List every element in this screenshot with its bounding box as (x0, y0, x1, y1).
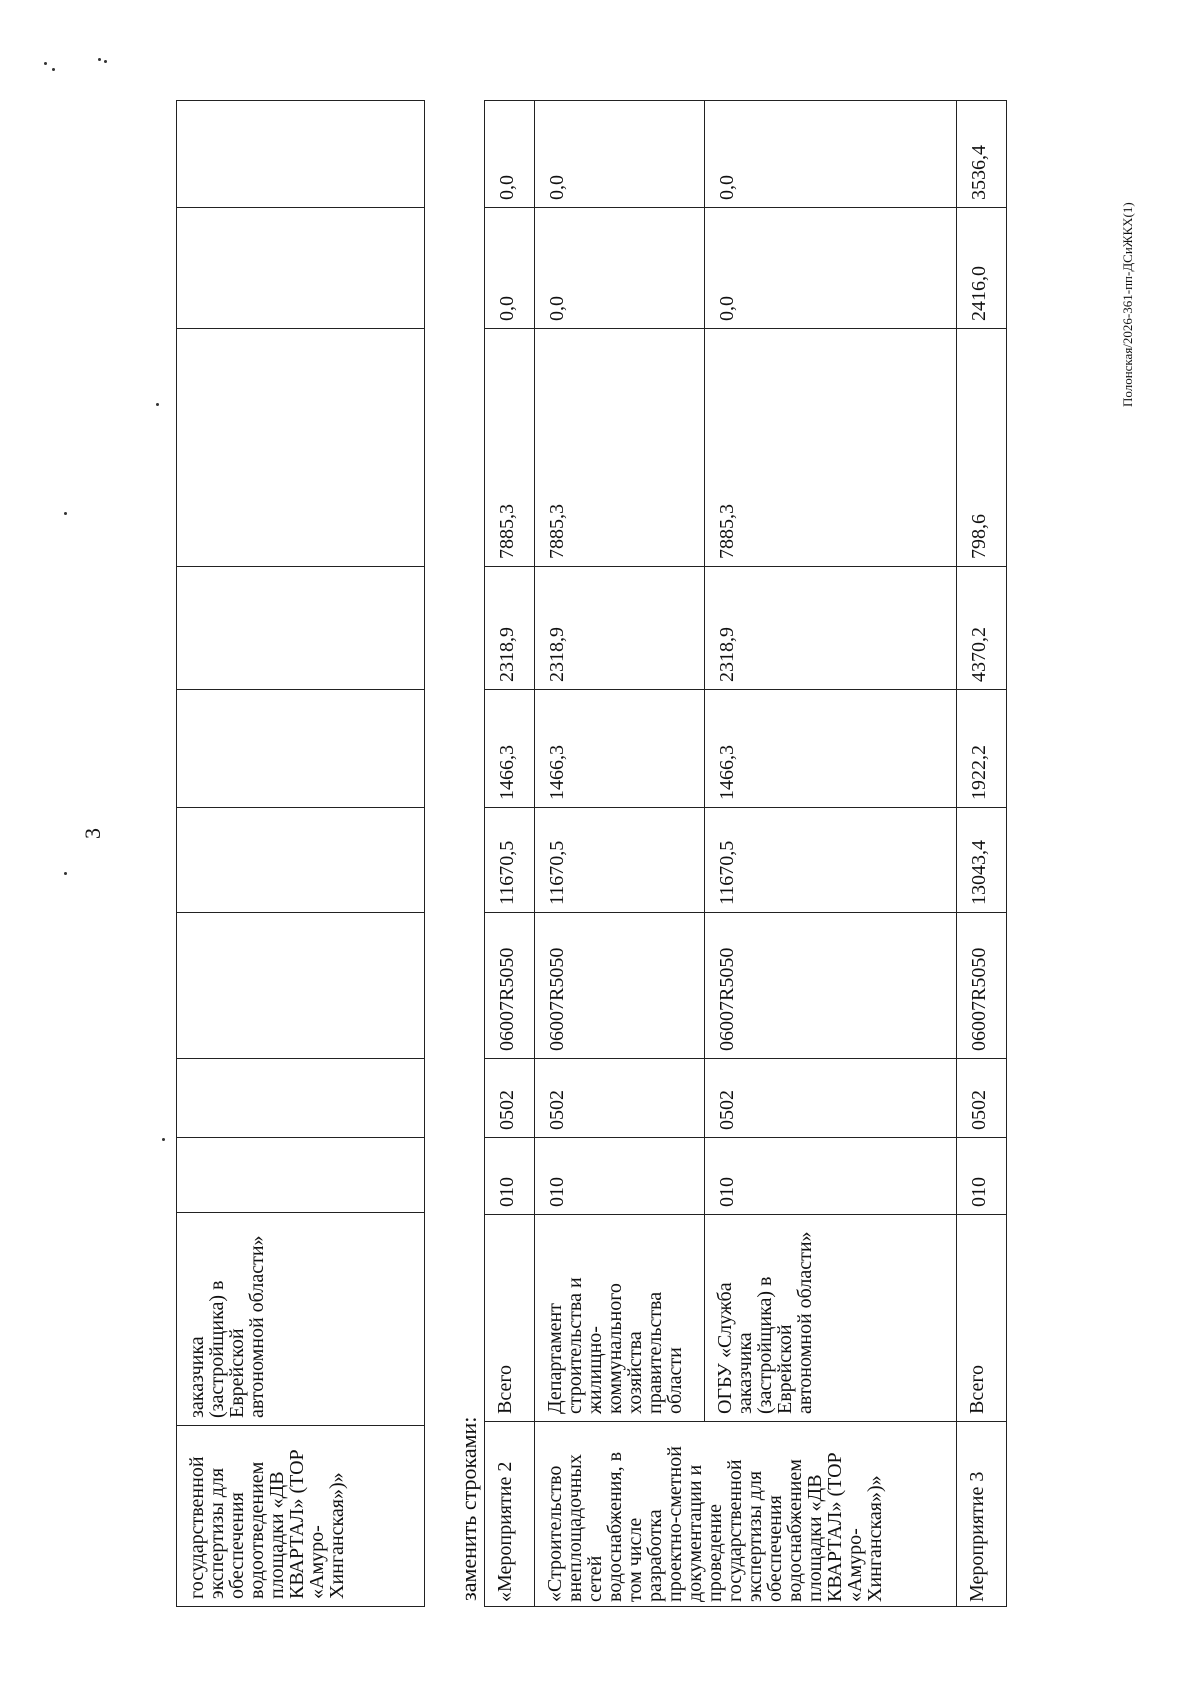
cell-value-1: 11670,5 (535, 808, 705, 913)
cell-name: «Мероприятие 2 (485, 1422, 535, 1607)
page-number: 3 (80, 828, 105, 839)
cell-rzpr: 0502 (705, 1059, 957, 1138)
table-row (485, 101, 535, 1607)
cell-value-6: 0,0 (485, 101, 535, 208)
cell-grbs: 010 (957, 1138, 1007, 1215)
cell-value-1: 11670,5 (705, 808, 957, 913)
cell-empty (177, 1138, 425, 1213)
cell-value-3: 2318,9 (705, 567, 957, 690)
cell-value-5: 2416,0 (957, 208, 1007, 329)
cell-empty (177, 101, 425, 208)
cell-value-1: 11670,5 (485, 808, 535, 913)
document-code: Полонская/2026-361-пп-ДСиЖКХ(1) (1120, 202, 1135, 407)
cell-empty (177, 329, 425, 567)
scan-speck (98, 58, 101, 61)
replace-caption: заменить строками: (456, 1416, 481, 1601)
scan-speck (64, 872, 67, 875)
cell-executor: Всего (485, 1215, 535, 1422)
cell-value-3: 4370,2 (957, 567, 1007, 690)
cell-value-5: 0,0 (485, 208, 535, 329)
cell-empty (177, 1059, 425, 1138)
scan-speck (104, 60, 107, 63)
cell-name: Мероприятие 3 (957, 1422, 1007, 1607)
cell-executor: заказчика (застройщика) в Еврейской автономной области» (177, 1213, 425, 1426)
cell-empty (177, 808, 425, 913)
cell-grbs: 010 (705, 1138, 957, 1215)
cell-rzpr: 0502 (957, 1059, 1007, 1138)
cell-csr: 06007R5050 (957, 913, 1007, 1059)
cell-value-2: 1466,3 (705, 690, 957, 808)
cell-value-4: 798,6 (957, 329, 1007, 567)
cell-value-4: 7885,3 (535, 329, 705, 567)
scan-speck (44, 62, 47, 65)
cell-rzpr: 0502 (485, 1059, 535, 1138)
cell-name: государственной экспертизы для обеспечения водоотведением площадки «ДВ КВАРТАЛ» (ТОР «Амуро- Хинганская»)» (177, 1426, 425, 1607)
cell-grbs: 010 (535, 1138, 705, 1215)
cell-value-2: 1466,3 (535, 690, 705, 808)
table-row (177, 101, 425, 1607)
scan-speck (156, 403, 159, 406)
cell-empty (177, 208, 425, 329)
cell-value-6: 3536,4 (957, 101, 1007, 208)
cell-value-3: 2318,9 (485, 567, 535, 690)
table-row (705, 101, 957, 1607)
cell-empty (177, 567, 425, 690)
cell-value-4: 7885,3 (485, 329, 535, 567)
cell-csr: 06007R5050 (535, 913, 705, 1059)
scan-speck (162, 1138, 165, 1141)
replacement-table (484, 100, 1007, 1607)
cell-empty (177, 690, 425, 808)
cell-executor: ОГБУ «Служба заказчика (застройщика) в Еврейской автономной области» (705, 1215, 957, 1422)
cell-grbs: 010 (485, 1138, 535, 1215)
cell-value-2: 1466,3 (485, 690, 535, 808)
cell-value-6: 0,0 (705, 101, 957, 208)
cell-csr: 06007R5050 (705, 913, 957, 1059)
cell-empty (177, 913, 425, 1059)
cell-value-5: 0,0 (705, 208, 957, 329)
scan-speck (64, 512, 67, 515)
cell-value-4: 7885,3 (705, 329, 957, 567)
cell-name: «Строительство внеплощадочных сетей водоснабжения, в том числе разработка проектно-сметной документации и проведение государственной экспертизы для обеспечения водоснабжением площадки «ДВ КВАРТАЛ» (ТОР «Амуро- Хинганская»)» (535, 1422, 957, 1607)
cell-value-5: 0,0 (535, 208, 705, 329)
previous-table-fragment (176, 100, 425, 1607)
cell-rzpr: 0502 (535, 1059, 705, 1138)
cell-value-1: 13043,4 (957, 808, 1007, 913)
table-row (957, 101, 1007, 1607)
cell-value-6: 0,0 (535, 101, 705, 208)
table-row (535, 101, 705, 1607)
cell-csr: 06007R5050 (485, 913, 535, 1059)
cell-executor: Всего (957, 1215, 1007, 1422)
scan-speck (52, 68, 55, 71)
cell-executor: Департамент строительства и жилищно- коммунального хозяйства правительства области (535, 1215, 705, 1422)
cell-value-3: 2318,9 (535, 567, 705, 690)
cell-value-2: 1922,2 (957, 690, 1007, 808)
